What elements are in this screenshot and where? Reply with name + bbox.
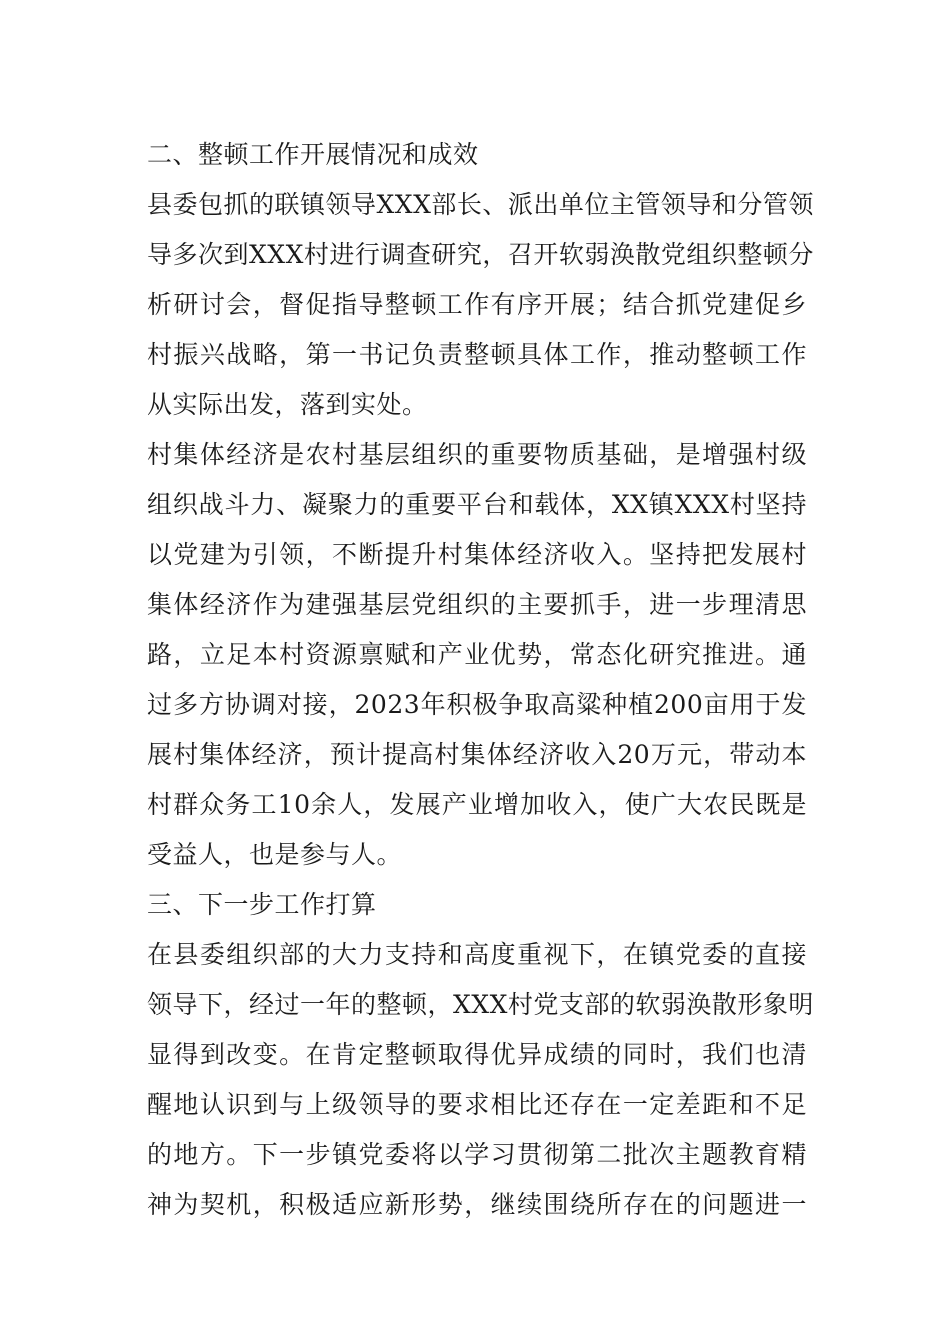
paragraph-line: 村集体经济是农村基层组织的重要物质基础，是增强村级 [147, 440, 807, 469]
paragraph-line: 组织战斗力、凝聚力的重要平台和载体，XX镇XXX村坚持 [147, 490, 807, 519]
paragraph-line: 受益人，也是参与人。 [147, 840, 403, 869]
section-heading-3: 三、下一步工作打算 [147, 890, 377, 919]
paragraph-line: 显得到改变。在肯定整顿取得优异成绩的同时，我们也清 [147, 1040, 807, 1069]
paragraph-line: 领导下，经过一年的整顿，XXX村党支部的软弱涣散形象明 [147, 990, 814, 1019]
paragraph-line: 过多方协调对接，2023年积极争取高粱种植200亩用于发 [147, 690, 807, 719]
paragraph-line: 展村集体经济，预计提高村集体经济收入20万元，带动本 [147, 740, 807, 769]
paragraph-line: 村振兴战略，第一书记负责整顿具体工作，推动整顿工作 [147, 340, 807, 369]
paragraph-line: 村群众务工10余人，发展产业增加收入，使广大农民既是 [147, 790, 807, 819]
paragraph-line: 的地方。下一步镇党委将以学习贯彻第二批次主题教育精 [147, 1140, 807, 1169]
document-body [147, 130, 814, 1230]
paragraph-line: 在县委组织部的大力支持和高度重视下，在镇党委的直接 [147, 940, 807, 969]
paragraph-line: 以党建为引领，不断提升村集体经济收入。坚持把发展村 [147, 540, 807, 569]
paragraph-line: 析研讨会，督促指导整顿工作有序开展；结合抓党建促乡 [147, 290, 807, 319]
paragraph-line: 神为契机，积极适应新形势，继续围绕所存在的问题进一 [147, 1190, 807, 1219]
paragraph-line: 从实际出发，落到实处。 [147, 390, 428, 419]
paragraph-line: 路，立足本村资源禀赋和产业优势，常态化研究推进。通 [147, 640, 807, 669]
paragraph-line: 集体经济作为建强基层党组织的主要抓手，进一步理清思 [147, 590, 807, 619]
paragraph-line: 醒地认识到与上级领导的要求相比还存在一定差距和不足 [147, 1090, 807, 1119]
section-heading-2: 二、整顿工作开展情况和成效 [147, 140, 479, 169]
paragraph-line: 导多次到XXX村进行调查研究，召开软弱涣散党组织整顿分 [147, 240, 814, 269]
paragraph-line: 县委包抓的联镇领导XXX部长、派出单位主管领导和分管领 [147, 190, 814, 219]
